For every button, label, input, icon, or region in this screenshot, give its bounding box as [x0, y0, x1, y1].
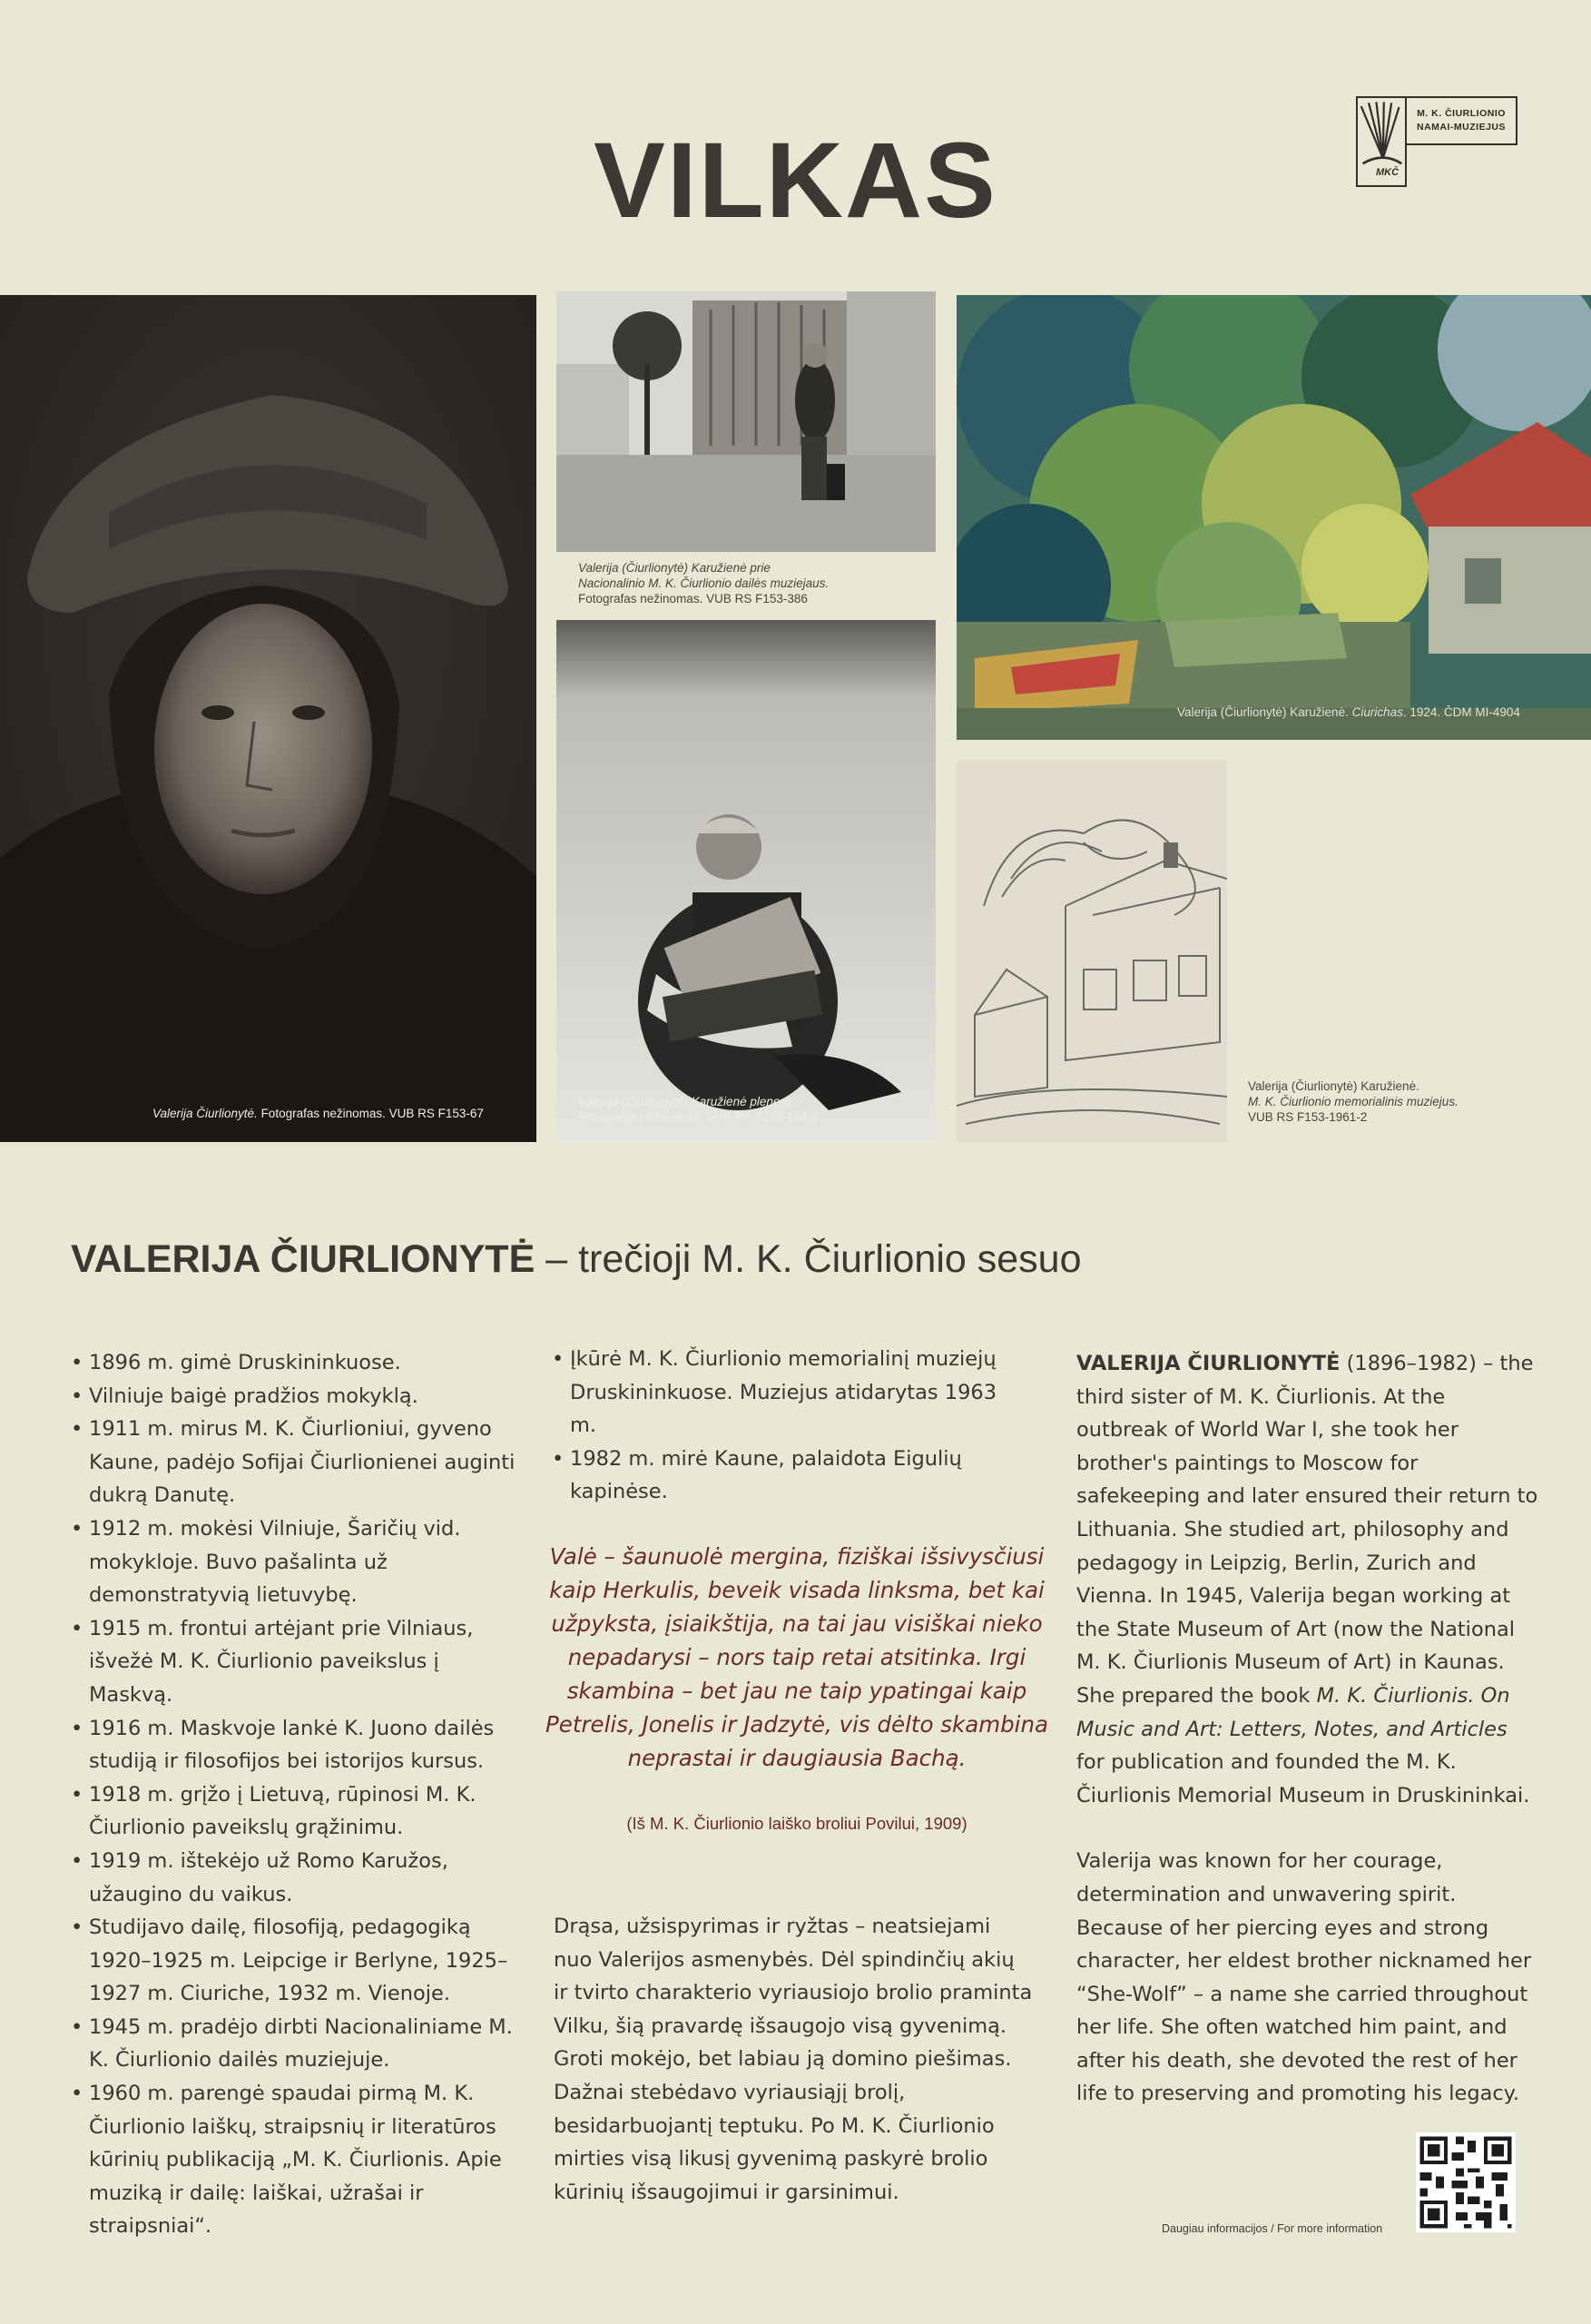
letter-quote: Valė – šaunuolė mergina, fiziškai išsivysčiusi kaip Herkulis, beveik visada linksma, bet kai užpyksta, įsiaikštija, na tai jau visiškai nieko nepadarysi – nors taip retai atsitinka. Irgi skambina – bet jau ne taip ypatingai kaip Petrelis, Jonelis ir Jadzytė, vis dėlto skambina neprastai ir daugiausia Bachą.	[545, 1543, 1048, 1771]
museum-photo	[556, 291, 936, 552]
qr-code-icon[interactable]	[1416, 2132, 1516, 2232]
timeline-item: • 1945 m. pradėjo dirbti Nacionaliniame M. K. Čiurlionio dailės muziejuje.	[71, 2011, 525, 2077]
timeline-item: • Įkūrė M. K. Čiurlionio memorialinį muziejų Druskininkuose. Muziejus atidarytas 1963 m.	[552, 1343, 1006, 1443]
plein-air-caption-line-1: Valerija (Čiurlionytė) Karužienė plenere.	[578, 1095, 795, 1108]
timeline-item: • 1918 m. grįžo į Lietuvą, rūpinosi M. K. Čiurlionio paveikslų grąžinimu.	[71, 1778, 525, 1845]
timeline-item: • 1916 m. Maskvoje lankė K. Juono dailės studiją ir filosofijos bei istorijos kursus.	[71, 1712, 525, 1778]
sketch-caption-line-1: Valerija (Čiurlionytė) Karužienė.	[1248, 1079, 1419, 1093]
timeline-item: • 1919 m. ištekėjo už Romo Karužos, užaugino du vaikus.	[71, 1845, 525, 1911]
portrait-photo	[0, 295, 536, 1142]
english-bio-end: for publication and founded the M. K. Čiurlionis Memorial Museum in Druskininkai.	[1076, 1750, 1530, 1807]
section-heading	[71, 1237, 1082, 1282]
painting-caption-source: . 1924. ČDM MI-4904	[1402, 705, 1520, 719]
timeline-item: • 1912 m. mokėsi Vilniuje, Šaričių vid. mokykloje. Buvo pašalinta už demonstratyvią lietuvybę.	[71, 1512, 525, 1612]
heading-name: VALERIJA ČIURLIONYTĖ	[71, 1237, 535, 1281]
personality-paragraph	[554, 1910, 1035, 2209]
english-bio-text: (1896–1982) – the third sister of M. K. Čiurlionis. At the outbreak of World War I, she took her brother's paintings to Moscow for safekeeping and later ensured their return to Lithuania. She studied art, philosophy and pedagogy in Leipzig, Berlin, Zurich and Vienna. In 1945, Valerija began working at the State Museum of Art (now the National M. K. Čiurlionis Museum of Art) in Kaunas. She prepared the book	[1076, 1352, 1538, 1708]
portrait-caption	[152, 1106, 484, 1121]
more-info-label: Daugiau informacijos / For more information	[1162, 2222, 1383, 2235]
sketch-caption-line-3: VUB RS F153-1961-2	[1248, 1110, 1368, 1124]
english-column	[1076, 1347, 1539, 2111]
portrait-caption-source: Fotografas nežinomas. VUB RS F153-67	[257, 1107, 484, 1120]
timeline-item: • 1896 m. gimė Druskininkuose.	[71, 1346, 525, 1380]
painting-caption-artist: Valerija (Čiurlionytė) Karužienė.	[1177, 705, 1352, 719]
timeline-item: • Vilniuje baigė pradžios mokyklą.	[71, 1380, 525, 1413]
english-book-title: M. K. Čiurlionis. On Music and Art: Letters, Notes, and Articles	[1076, 1683, 1510, 1741]
museum-caption	[578, 560, 941, 606]
painting-zurich	[957, 295, 1591, 740]
timeline-item: • 1911 m. mirus M. K. Čiurlioniui, gyveno Kaune, padėjo Sofijai Čiurlionienei auginti dukrą Danutę.	[71, 1413, 525, 1512]
painting-caption	[1177, 704, 1520, 720]
museum-caption-line-3: Fotografas nežinomas. VUB RS F153-386	[578, 592, 808, 606]
timeline-column-2	[552, 1343, 1006, 1509]
english-legacy: Valerija was known for her courage, determination and unwavering spirit. Because of her piercing eyes and strong character, her eldest brother nicknamed her “She-Wolf” – a name she carried throughout her life. She often watched him paint, and after his death, she devoted the rest of her life to preserving and promoting his legacy.	[1076, 1849, 1532, 2106]
timeline-item: • 1915 m. frontui artėjant prie Vilniaus, išvežė M. K. Čiurlionio paveikslus į Maskvą.	[71, 1612, 525, 1712]
timeline-item: • 1960 m. parengė spaudai pirmą M. K. Čiurlionio laiškų, straipsnių ir literatūros kūrinių publikaciją „M. K. Čiurlionis. Apie muziką ir dailę: laiškai, užrašai ir straipsniai“.	[71, 2077, 525, 2243]
timeline-item: • 1982 m. mirė Kaune, palaidota Eigulių kapinėse.	[552, 1443, 1006, 1509]
logo-wordmark	[1405, 96, 1517, 145]
sketch-caption	[1248, 1078, 1575, 1125]
plein-air-caption	[578, 1094, 932, 1125]
logo-monogram: MKČ	[1376, 167, 1399, 178]
sketch-drawing	[957, 761, 1227, 1142]
personality-text: Drąsa, užsispyrimas ir ryžtas – neatsiejami nuo Valerijos asmenybės. Dėl spindinčių akių ir tvirto charakterio vyriausiojo brolio praminta Vilku, šią pravardę išsaugojo visą gyvenimą. Groti mokėjo, bet labiau ją domino piešimas. Dažnai stebėdavo vyriausiąjį brolį, besidarbuojantį teptuku. Po M. K. Čiurlionio mirties visą likusį gyvenimą paskyrė brolio kūrinių išsaugojimui ir garsinimui.	[554, 1915, 1033, 2204]
timeline-item: • Studijavo dailę, filosofiją, pedagogiką 1920–1925 m. Leipcige ir Berlyne, 1925–1927 m. Ciuriche, 1932 m. Vienoje.	[71, 1911, 525, 2011]
timeline-column-1	[71, 1346, 525, 2243]
page-title: VILKAS	[594, 121, 997, 241]
plein-air-photo	[556, 620, 936, 1142]
quote-source: (Iš M. K. Čiurlionio laiško broliui Povilui, 1909)	[626, 1814, 967, 1833]
museum-caption-line-1: Valerija (Čiurlionytė) Karužienė prie	[578, 561, 771, 575]
logo-line-2: NAMAI-MUZIEJUS	[1417, 122, 1506, 133]
plein-air-caption-line-2: Fotografas nežinomas. VUB RS F153-164-2	[578, 1110, 819, 1124]
english-bio-name: VALERIJA ČIURLIONYTĖ	[1076, 1352, 1341, 1375]
english-bio	[1076, 1347, 1539, 1812]
portrait-caption-name: Valerija Čiurlionytė.	[152, 1107, 258, 1120]
museum-logo	[1356, 96, 1517, 191]
painting-caption-title: Ciurichas	[1351, 705, 1403, 719]
heading-subtitle: – trečioji M. K. Čiurlionio sesuo	[535, 1237, 1082, 1281]
museum-caption-line-2: Nacionalinio M. K. Čiurlionio dailės muziejaus.	[578, 576, 830, 590]
sunburst-logo-icon	[1356, 96, 1407, 187]
sketch-caption-line-2: M. K. Čiurlionio memorialinis muziejus.	[1248, 1095, 1458, 1108]
logo-line-1: M. K. ČIURLIONIO	[1417, 108, 1506, 119]
